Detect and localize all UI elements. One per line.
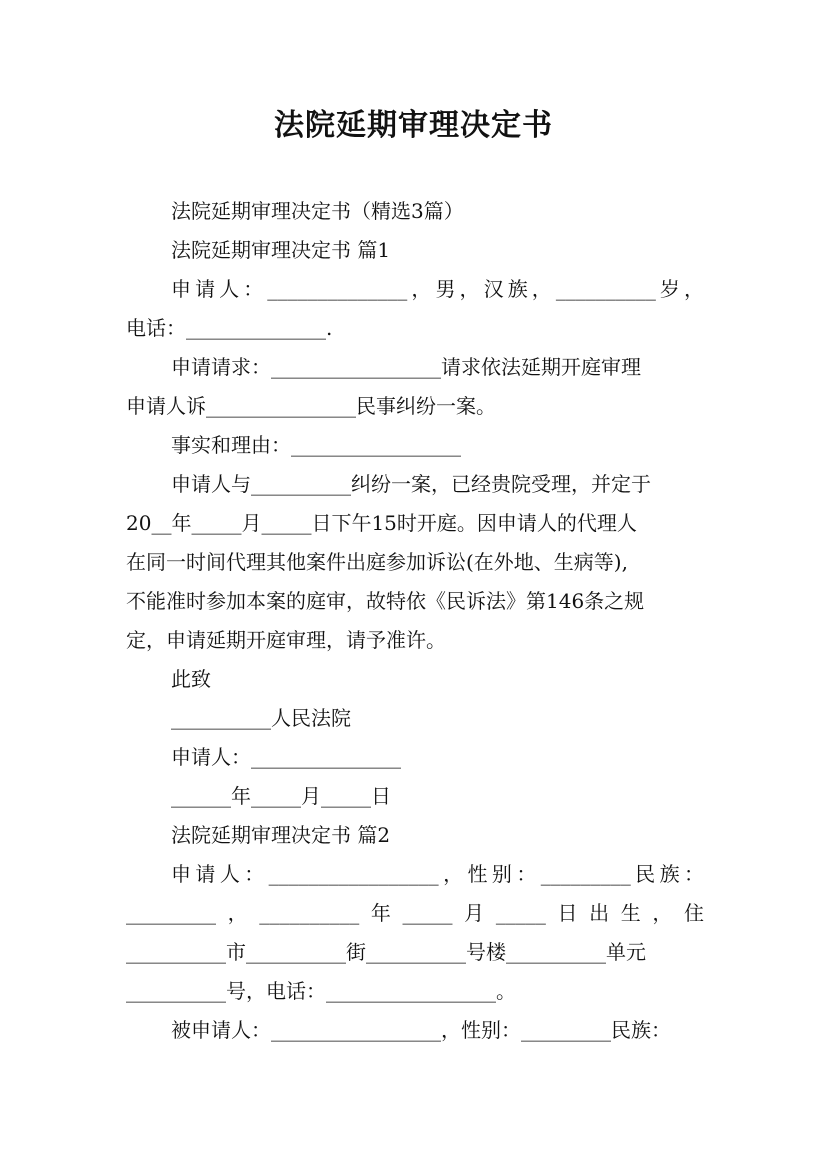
paragraph-line: 申请人诉_______________民事纠纷一案。 [126,394,496,418]
date-line: ______年_____月_____日 [171,784,391,808]
paragraph-line: 电话：______________. [126,316,333,340]
paragraph-line: 事实和理由：_________________ [171,433,461,457]
paragraph-line: 申请人与__________纠纷一案，已经贵院受理，并定于 [171,472,651,496]
paragraph-line: 申请请求：_________________请求依法延期开庭审理 [171,355,641,379]
paragraph-line: 申请人：_________________，性别：_________民族： [171,862,704,886]
section-heading-1: 法院延期审理决定书 篇1 [171,238,391,262]
paragraph-line: 20__年_____月_____日下午15时开庭。因申请人的代理人 [126,511,637,535]
court-line: __________人民法院 [171,706,351,730]
closing-line: 此致 [171,667,211,691]
paragraph-line: 申请人：______________，男，汉族，__________岁， [171,277,704,301]
paragraph-line: 在同一时间代理其他案件出庭参加诉讼(在外地、生病等), [126,550,628,574]
signature-line: 申请人：_______________ [171,745,401,769]
paragraph-line: _________，__________年_____月_____日出生，住 [126,901,704,925]
paragraph-line: 定，申请延期开庭审理，请予准许。 [126,628,446,652]
section-heading-2: 法院延期审理决定书 篇2 [171,823,391,847]
subtitle-line: 法院延期审理决定书（精选3篇） [171,199,464,223]
paragraph-line: 不能准时参加本案的庭审，故特依《民诉法》第146条之规 [126,589,645,613]
document-title: 法院延期审理决定书 [274,108,553,143]
paragraph-line: 被申请人：_________________，性别：_________民族： [171,1018,671,1042]
paragraph-line: __________号，电话：_________________。 [126,979,516,1003]
paragraph-line: __________市__________街__________号楼__________单元 [126,940,646,964]
